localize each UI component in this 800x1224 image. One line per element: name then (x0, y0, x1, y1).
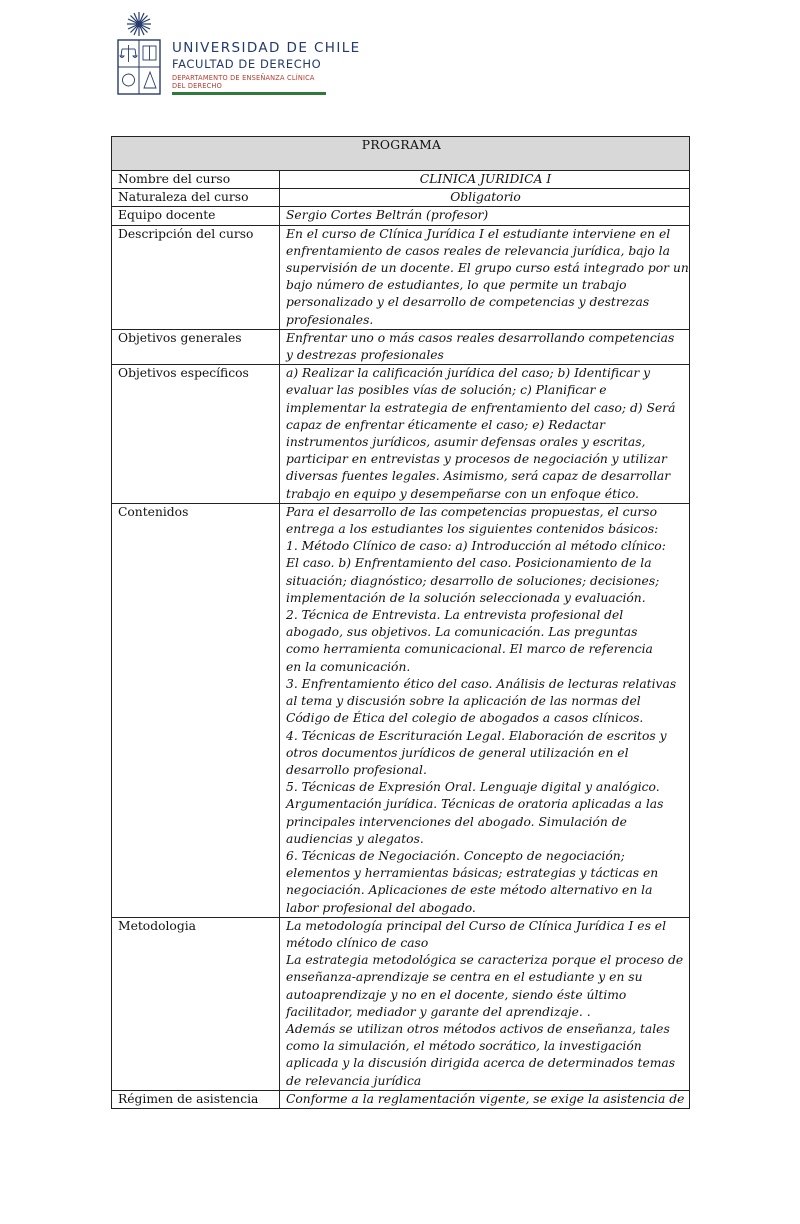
table-row (112, 365, 690, 504)
row-text-line: Código de Ética del colegio de abogados a casos clínicos. (286, 711, 644, 726)
row-text-line: enfrentamiento de casos reales de relevancia jurídica, bajo la (286, 243, 670, 258)
row-text-line: autoaprendizaje y no en el docente, siendo éste último (286, 987, 627, 1002)
row-text-line: implementación de la solución seleccionada y evaluación. (286, 590, 646, 605)
row-text-line: aplicada y la discusión dirigida acerca de determinados temas (286, 1056, 676, 1071)
row-text-line: 6. Técnicas de Negociación. Concepto de negociación; (286, 848, 625, 863)
row-value (280, 329, 690, 364)
row-value (280, 365, 690, 504)
row-text-line: La estrategia metodológica se caracteriza porque el proceso de (286, 953, 684, 968)
row-text-line: entrega a los estudiantes los siguientes contenidos básicos: (286, 522, 659, 537)
table-row (112, 171, 690, 189)
row-text-line: como la simulación, el método socrático, la investigación (286, 1039, 642, 1054)
row-label: Contenidos (112, 503, 280, 917)
row-text-line: de relevancia jurídica (286, 1073, 422, 1088)
table-row (112, 1090, 690, 1108)
table-row (112, 503, 690, 917)
row-text-line: Conforme a la reglamentación vigente, se exige la asistencia de (286, 1091, 685, 1106)
row-label: Objetivos específicos (112, 365, 280, 504)
row-text-line: en la comunicación. (286, 659, 411, 674)
row-text-line: principales intervenciones del abogado. Simulación de (286, 814, 627, 829)
table-title: PROGRAMA (112, 137, 690, 171)
row-text-line: 2. Técnica de Entrevista. La entrevista profesional del (286, 608, 624, 623)
row-value (280, 503, 690, 917)
row-text-line: audiencias y alegatos. (286, 831, 424, 846)
row-text-line: La metodología principal del Curso de Clínica Jurídica I es el (286, 918, 667, 933)
row-text-line: desarrollo profesional. (286, 762, 427, 777)
row-text-line: capaz de enfrentar éticamente el caso; e) Redactar (286, 417, 605, 432)
row-text-line: evaluar las posibles vías de solución; c) Planificar e (286, 383, 607, 398)
row-text-line: labor profesional del abogado. (286, 900, 476, 915)
table-row (112, 225, 690, 329)
row-label: Descripción del curso (112, 225, 280, 329)
row-text-line: método clínico de caso (286, 935, 429, 950)
row-text-line: diversas fuentes legales. Asimismo, será capaz de desarrollar (286, 469, 671, 484)
table-row (112, 189, 690, 207)
row-value (280, 225, 690, 329)
row-label: Equipo docente (112, 207, 280, 225)
table-row (112, 329, 690, 364)
row-text-line: 1. Método Clínico de caso: a) Introducción al método clínico: (286, 539, 666, 554)
row-text-line: elementos y herramientas básicas; estrategias y tácticas en (286, 866, 659, 881)
row-text-line: 3. Enfrentamiento ético del caso. Análisis de lecturas relativas (286, 676, 677, 691)
row-text-line: Además se utilizan otros métodos activos de enseñanza, tales (286, 1021, 670, 1036)
row-text-line: enseñanza-aprendizaje se centra en el estudiante y en su (286, 970, 643, 985)
row-value: CLINICA JURIDICA I (280, 171, 690, 189)
row-text-line: a) Realizar la calificación jurídica del caso; b) Identificar y (286, 366, 651, 381)
table-row (112, 917, 690, 1090)
department-name-line1: DEPARTAMENTO DE ENSEÑANZA CLÍNICA (172, 74, 315, 82)
row-text-line: 5. Técnicas de Expresión Oral. Lenguaje digital y analógico. (286, 780, 660, 795)
university-name: UNIVERSIDAD DE CHILE (172, 40, 361, 56)
program-table (111, 136, 690, 1109)
row-text-line: facilitador, mediador y garante del aprendizaje. . (286, 1004, 591, 1019)
row-text-line: Enfrentar uno o más casos reales desarrollando competencias (286, 330, 675, 345)
row-text-line: como herramienta comunicacional. El marco de referencia (286, 642, 653, 657)
row-text-line: profesionales. (286, 312, 374, 327)
row-label: Metodologia (112, 917, 280, 1090)
row-text-line: instrumentos jurídicos, asumir defensas orales y escritas, (286, 435, 646, 450)
row-value: Obligatorio (280, 189, 690, 207)
row-label: Objetivos generales (112, 329, 280, 364)
row-text-line: otros documentos jurídicos de general utilización en el (286, 745, 629, 760)
row-text-line: En el curso de Clínica Jurídica I el estudiante interviene en el (286, 226, 671, 241)
row-text-line: situación; diagnóstico; desarrollo de soluciones; decisiones; (286, 573, 660, 588)
row-text-line: Para el desarrollo de las competencias propuestas, el curso (286, 504, 658, 519)
row-label: Régimen de asistencia (112, 1090, 280, 1108)
header-divider (172, 92, 326, 95)
row-text-line: El caso. b) Enfrentamiento del caso. Posicionamiento de la (286, 556, 652, 571)
row-text-line: bajo número de estudiantes, lo que permite un trabajo (286, 278, 627, 293)
row-text-line: personalizado y el desarrollo de competencias y destrezas (286, 295, 650, 310)
row-text-line: supervisión de un docente. El grupo curso está integrado por un (286, 261, 689, 276)
university-seal-icon (116, 10, 162, 96)
row-text-line: Argumentación jurídica. Técnicas de oratoria aplicadas a las (286, 797, 664, 812)
row-value (280, 1090, 690, 1108)
row-text-line: participar en entrevistas y procesos de negociación y utilizar (286, 452, 667, 467)
row-text-line: 4. Técnicas de Escrituración Legal. Elaboración de escritos y (286, 728, 667, 743)
row-text-line: al tema y discusión sobre la aplicación de las normas del (286, 694, 641, 709)
table-row (112, 207, 690, 225)
department-name-line2: DEL DERECHO (172, 82, 222, 90)
row-label: Nombre del curso (112, 171, 280, 189)
letterhead (116, 10, 376, 100)
row-text-line: implementar la estrategia de enfrentamiento del caso; d) Será (286, 400, 676, 415)
row-text-line: trabajo en equipo y desempeñarse con un enfoque ético. (286, 486, 639, 501)
row-value: Sergio Cortes Beltrán (profesor) (280, 207, 690, 225)
row-text-line: y destrezas profesionales (286, 348, 444, 363)
row-value (280, 917, 690, 1090)
faculty-name: FACULTAD DE DERECHO (172, 57, 322, 71)
row-text-line: abogado, sus objetivos. La comunicación. Las preguntas (286, 625, 638, 640)
row-text-line: negociación. Aplicaciones de este método alternativo en la (286, 883, 653, 898)
row-label: Naturaleza del curso (112, 189, 280, 207)
